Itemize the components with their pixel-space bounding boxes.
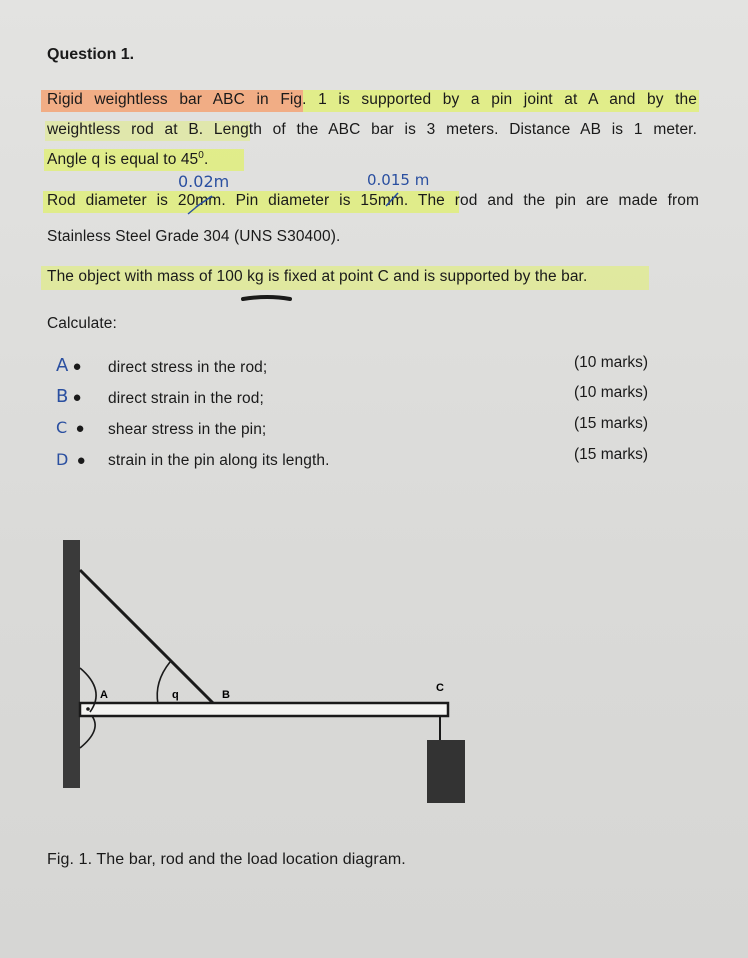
task-letter-c: C ● [56, 418, 85, 437]
task-marks-d: (15 marks) [574, 446, 649, 463]
angle-period: . [203, 151, 209, 169]
handwritten-rod-diameter: 0.02m [178, 172, 230, 191]
pin-a [86, 707, 90, 711]
label-b: B [222, 689, 230, 701]
task-text-c: shear stress in the pin; [108, 421, 267, 438]
paragraph2-line2: Stainless Steel Grade 304 (UNS S30400). [47, 228, 341, 245]
task-text-a: direct stress in the rod; [108, 359, 268, 376]
task-text-b: direct strain in the rod; [108, 390, 264, 407]
task-letter-d: D ● [56, 450, 86, 469]
degree-superscript: 0 [198, 150, 204, 161]
task-marks-b: (10 marks) [574, 384, 649, 401]
task-letter-a: A ● [56, 355, 82, 376]
paragraph1-line1-text: Rigid weightless bar ABC in Fig. 1 is supported by a pin joint at A and by the [47, 91, 697, 108]
figure-caption: Fig. 1. The bar, rod and the load location diagram. [47, 851, 406, 868]
handwritten-pin-diameter: 0.015 m [367, 171, 430, 189]
pin-bracket-bottom [80, 716, 95, 748]
paragraph1-line2-text: weightless rod at B. Length of the ABC bar is 3 meters. Distance AB is 1 meter. [47, 121, 697, 138]
load-mass [427, 740, 465, 803]
bar-abc [80, 703, 448, 716]
task-marks-a: (10 marks) [574, 354, 649, 371]
rod [80, 570, 214, 704]
label-c: C [436, 682, 444, 694]
question-title: Question 1. [47, 46, 135, 63]
task-text-d: strain in the pin along its length. [108, 452, 330, 469]
label-a: A [100, 689, 108, 701]
task-marks-c: (15 marks) [574, 415, 649, 432]
label-q: q [172, 689, 179, 701]
wall [63, 540, 80, 788]
calculate-label: Calculate: [47, 315, 117, 332]
angle-arc [157, 662, 170, 704]
angle-text: Angle q is equal to 45 [47, 151, 199, 169]
paragraph2-line1-text: Rod diameter is 20mm. Pin diameter is 15mm. The rod and the pin are made from [47, 192, 699, 209]
paragraph3-text: The object with mass of 100 kg is fixed at point C and is supported by the bar. [47, 268, 588, 285]
task-letter-b: B ● [56, 386, 82, 407]
